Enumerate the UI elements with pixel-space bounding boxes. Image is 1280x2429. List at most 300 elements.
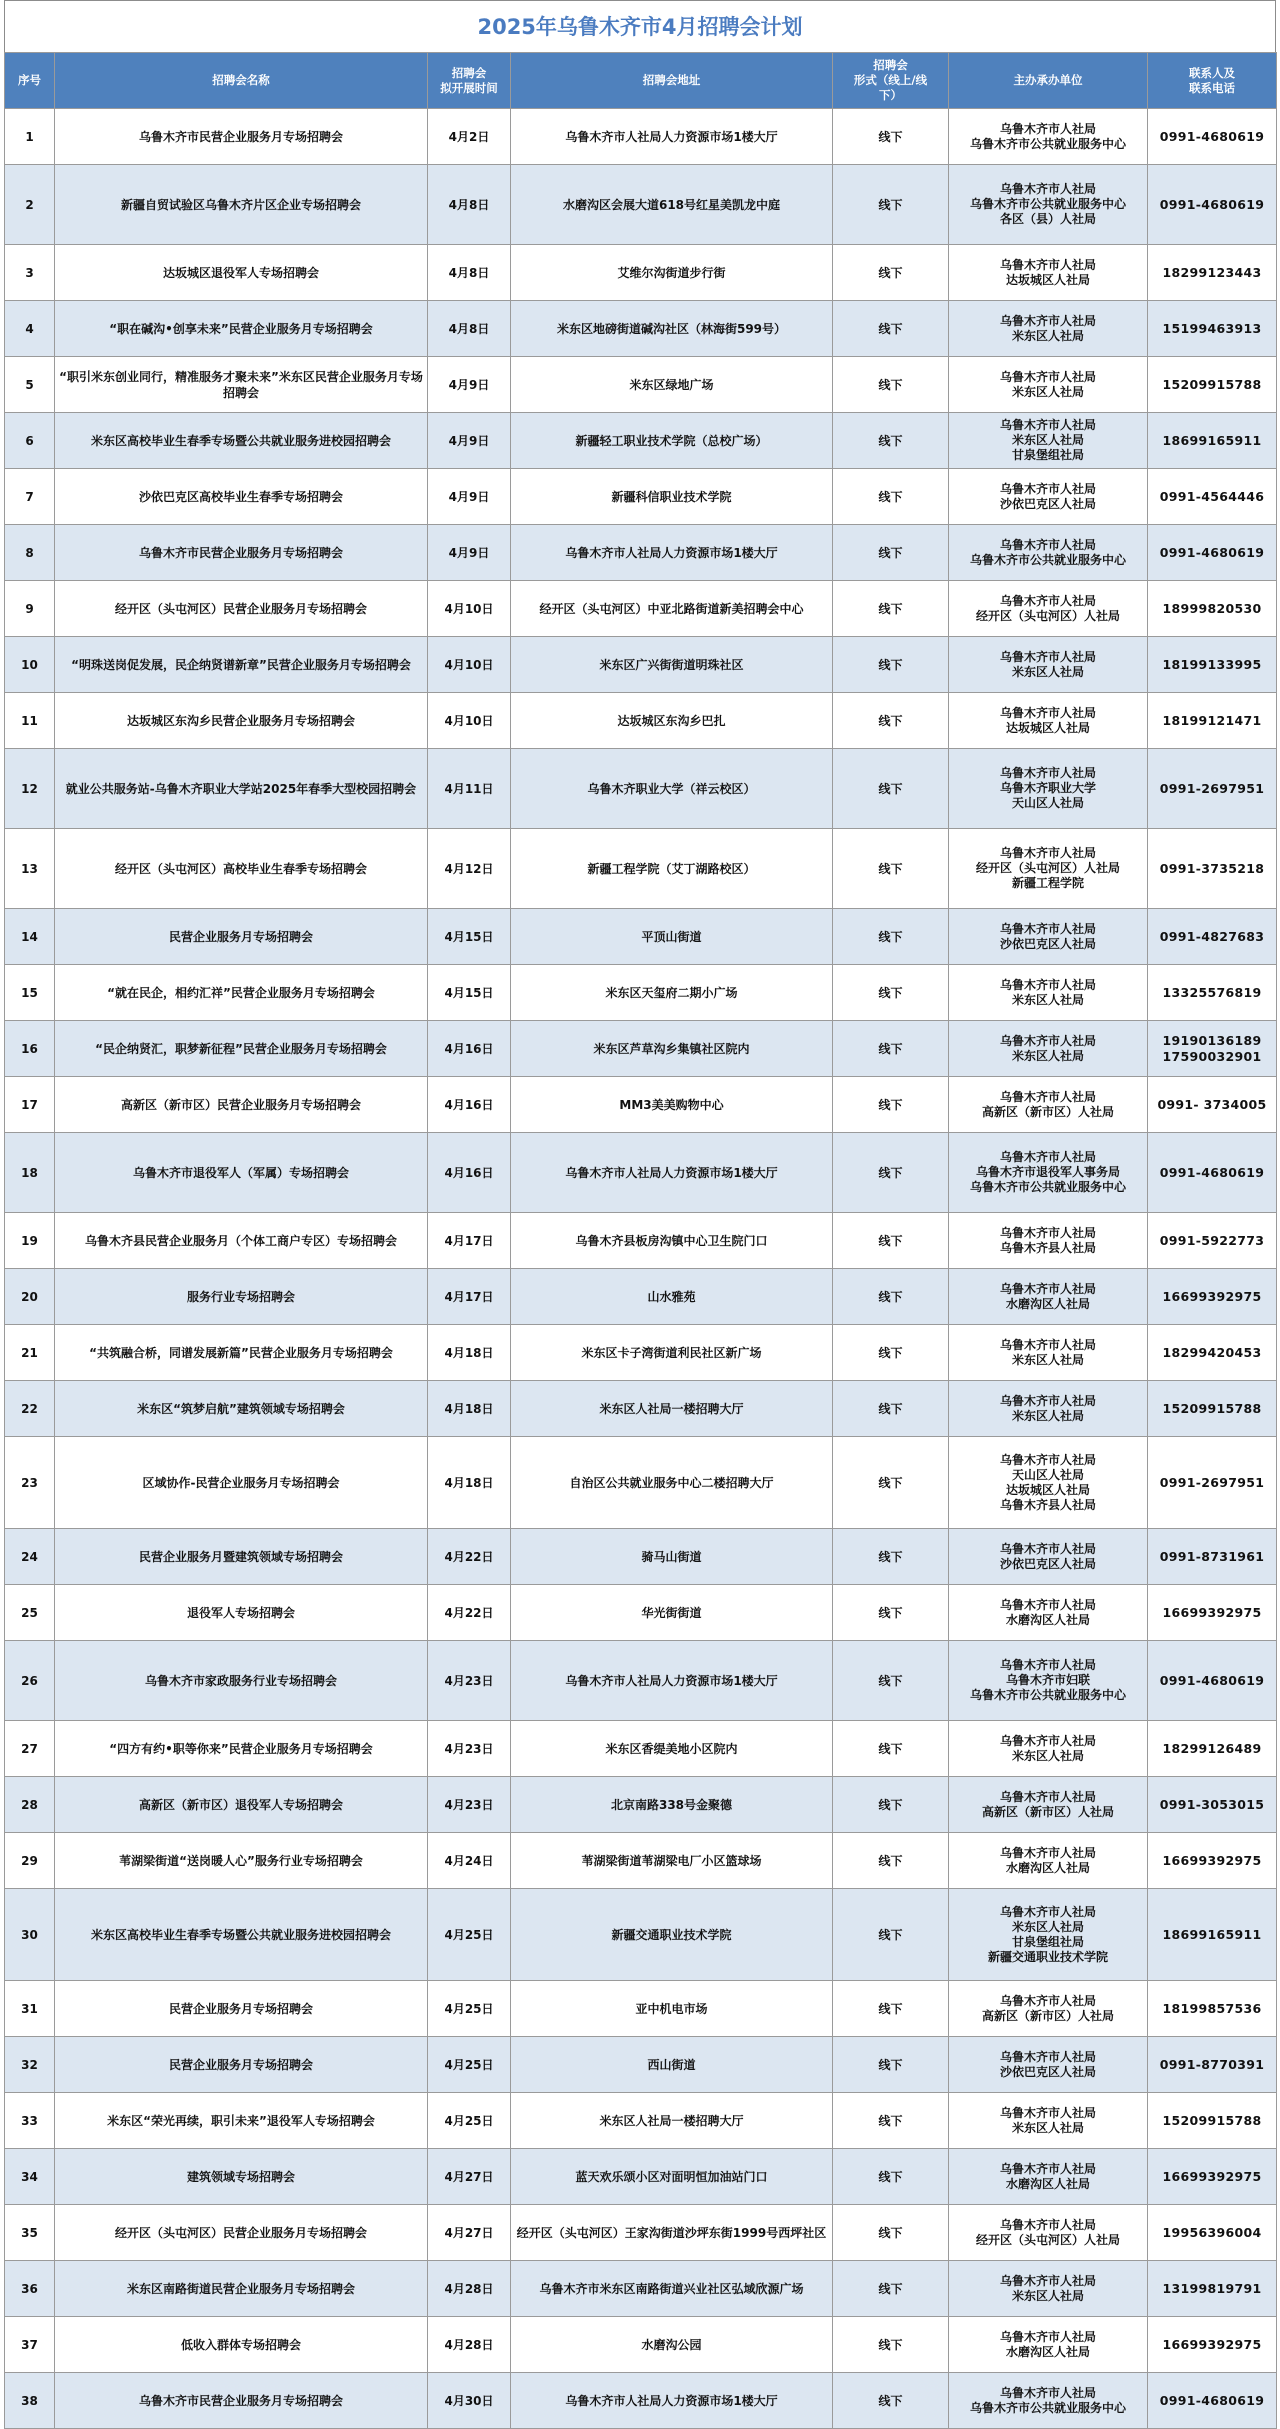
cell-mode: 线下 [833, 829, 949, 909]
table-row [5, 965, 1277, 1021]
col-header-date: 招聘会 拟开展时间 [428, 53, 511, 109]
table-body [5, 109, 1277, 2429]
table-row [5, 2093, 1277, 2149]
cell-name: 沙依巴克区高校毕业生春季专场招聘会 [55, 469, 428, 525]
cell-contact: 0991-4680619 [1148, 109, 1277, 165]
cell-organizer: 乌鲁木齐市人社局 米东区人社局 [949, 1721, 1148, 1777]
cell-organizer: 乌鲁木齐市人社局 米东区人社局 [949, 2093, 1148, 2149]
cell-no: 15 [5, 965, 55, 1021]
cell-contact: 0991-2697951 [1148, 1437, 1277, 1529]
cell-date: 4月8日 [428, 245, 511, 301]
cell-no: 38 [5, 2373, 55, 2429]
cell-name: 达坂城区东沟乡民营企业服务月专场招聘会 [55, 693, 428, 749]
cell-no: 27 [5, 1721, 55, 1777]
cell-date: 4月22日 [428, 1585, 511, 1641]
cell-date: 4月10日 [428, 637, 511, 693]
table-row [5, 109, 1277, 165]
cell-mode: 线下 [833, 1325, 949, 1381]
cell-organizer: 乌鲁木齐市人社局 沙依巴克区人社局 [949, 469, 1148, 525]
cell-name: “民企纳贤汇，职梦新征程”民营企业服务月专场招聘会 [55, 1021, 428, 1077]
cell-name: 乌鲁木齐市民营企业服务月专场招聘会 [55, 2373, 428, 2429]
cell-organizer: 乌鲁木齐市人社局 沙依巴克区人社局 [949, 1529, 1148, 1585]
cell-no: 33 [5, 2093, 55, 2149]
cell-organizer: 乌鲁木齐市人社局 米东区人社局 [949, 1381, 1148, 1437]
cell-name: 米东区南路街道民营企业服务月专场招聘会 [55, 2261, 428, 2317]
cell-contact: 16699392975 [1148, 2149, 1277, 2205]
cell-address: 山水雅苑 [511, 1269, 833, 1325]
cell-organizer: 乌鲁木齐市人社局 高新区（新市区）人社局 [949, 1777, 1148, 1833]
cell-address: 艾维尔沟街道步行街 [511, 245, 833, 301]
table-row [5, 525, 1277, 581]
cell-date: 4月30日 [428, 2373, 511, 2429]
cell-organizer: 乌鲁木齐市人社局 乌鲁木齐市退役军人事务局 乌鲁木齐市公共就业服务中心 [949, 1133, 1148, 1213]
cell-mode: 线下 [833, 1437, 949, 1529]
cell-address: 新疆工程学院（艾丁湖路校区） [511, 829, 833, 909]
cell-contact: 0991-4680619 [1148, 1641, 1277, 1721]
table-row [5, 357, 1277, 413]
cell-organizer: 乌鲁木齐市人社局 高新区（新市区）人社局 [949, 1077, 1148, 1133]
cell-organizer: 乌鲁木齐市人社局 水磨沟区人社局 [949, 1269, 1148, 1325]
table-row [5, 1381, 1277, 1437]
table-row [5, 2037, 1277, 2093]
col-header-mode: 招聘会 形式（线上/线 下） [833, 53, 949, 109]
cell-no: 10 [5, 637, 55, 693]
cell-organizer: 乌鲁木齐市人社局 经开区（头屯河区）人社局 [949, 581, 1148, 637]
cell-address: 北京南路338号金聚德 [511, 1777, 833, 1833]
cell-date: 4月12日 [428, 829, 511, 909]
cell-contact: 0991-2697951 [1148, 749, 1277, 829]
table-row [5, 693, 1277, 749]
cell-mode: 线下 [833, 749, 949, 829]
cell-date: 4月10日 [428, 693, 511, 749]
cell-address: 乌鲁木齐县板房沟镇中心卫生院门口 [511, 1213, 833, 1269]
cell-no: 20 [5, 1269, 55, 1325]
cell-name: “共筑融合桥，同谱发展新篇”民营企业服务月专场招聘会 [55, 1325, 428, 1381]
cell-address: 乌鲁木齐市米东区南路街道兴业社区弘域欣源广场 [511, 2261, 833, 2317]
cell-contact: 16699392975 [1148, 2317, 1277, 2373]
cell-contact: 0991-4680619 [1148, 2373, 1277, 2429]
cell-organizer: 乌鲁木齐市人社局 米东区人社局 [949, 1325, 1148, 1381]
cell-organizer: 乌鲁木齐市人社局 乌鲁木齐市妇联 乌鲁木齐市公共就业服务中心 [949, 1641, 1148, 1721]
cell-date: 4月18日 [428, 1325, 511, 1381]
cell-date: 4月17日 [428, 1269, 511, 1325]
cell-contact: 15209915788 [1148, 357, 1277, 413]
cell-date: 4月11日 [428, 749, 511, 829]
cell-organizer: 乌鲁木齐市人社局 水磨沟区人社局 [949, 1833, 1148, 1889]
cell-address: 苇湖梁街道苇湖梁电厂小区篮球场 [511, 1833, 833, 1889]
cell-mode: 线下 [833, 1021, 949, 1077]
cell-no: 16 [5, 1021, 55, 1077]
table-row [5, 1641, 1277, 1721]
cell-address: 米东区人社局一楼招聘大厅 [511, 2093, 833, 2149]
page-title: 2025年乌鲁木齐市4月招聘会计划 [4, 0, 1276, 52]
cell-mode: 线下 [833, 581, 949, 637]
cell-address: 米东区卡子湾街道利民社区新广场 [511, 1325, 833, 1381]
cell-date: 4月27日 [428, 2149, 511, 2205]
cell-contact: 18199133995 [1148, 637, 1277, 693]
cell-contact: 16699392975 [1148, 1833, 1277, 1889]
cell-date: 4月9日 [428, 525, 511, 581]
cell-name: 乌鲁木齐市退役军人（军属）专场招聘会 [55, 1133, 428, 1213]
cell-date: 4月16日 [428, 1077, 511, 1133]
cell-date: 4月23日 [428, 1777, 511, 1833]
table-row [5, 1889, 1277, 1981]
cell-address: 乌鲁木齐市人社局人力资源市场1楼大厅 [511, 109, 833, 165]
cell-address: MM3美美购物中心 [511, 1077, 833, 1133]
cell-name: 低收入群体专场招聘会 [55, 2317, 428, 2373]
cell-name: 苇湖梁街道“送岗暖人心”服务行业专场招聘会 [55, 1833, 428, 1889]
cell-organizer: 乌鲁木齐市人社局 水磨沟区人社局 [949, 2317, 1148, 2373]
cell-organizer: 乌鲁木齐市人社局 米东区人社局 [949, 2261, 1148, 2317]
cell-no: 36 [5, 2261, 55, 2317]
cell-mode: 线下 [833, 1529, 949, 1585]
cell-no: 30 [5, 1889, 55, 1981]
job-fair-table [4, 52, 1277, 2429]
table-row [5, 1269, 1277, 1325]
cell-address: 乌鲁木齐市人社局人力资源市场1楼大厅 [511, 525, 833, 581]
cell-mode: 线下 [833, 1833, 949, 1889]
table-row [5, 2261, 1277, 2317]
cell-organizer: 乌鲁木齐市人社局 达坂城区人社局 [949, 693, 1148, 749]
cell-contact: 18699165911 [1148, 413, 1277, 469]
cell-mode: 线下 [833, 1077, 949, 1133]
cell-contact: 0991-4680619 [1148, 1133, 1277, 1213]
cell-mode: 线下 [833, 2205, 949, 2261]
cell-contact: 0991-8731961 [1148, 1529, 1277, 1585]
table-row [5, 1777, 1277, 1833]
cell-no: 8 [5, 525, 55, 581]
table-row [5, 1529, 1277, 1585]
cell-date: 4月18日 [428, 1437, 511, 1529]
table-row [5, 1077, 1277, 1133]
cell-mode: 线下 [833, 965, 949, 1021]
cell-date: 4月8日 [428, 301, 511, 357]
cell-address: 米东区香缇美地小区院内 [511, 1721, 833, 1777]
cell-name: 民营企业服务月专场招聘会 [55, 1981, 428, 2037]
col-header-address: 招聘会地址 [511, 53, 833, 109]
cell-no: 35 [5, 2205, 55, 2261]
cell-name: 达坂城区退役军人专场招聘会 [55, 245, 428, 301]
cell-address: 米东区地磅街道碱沟社区（林海街599号） [511, 301, 833, 357]
cell-address: 水磨沟公园 [511, 2317, 833, 2373]
cell-contact: 18999820530 [1148, 581, 1277, 637]
cell-organizer: 乌鲁木齐市人社局 水磨沟区人社局 [949, 2149, 1148, 2205]
cell-organizer: 乌鲁木齐市人社局 米东区人社局 [949, 637, 1148, 693]
cell-address: 米东区天玺府二期小广场 [511, 965, 833, 1021]
cell-no: 12 [5, 749, 55, 829]
cell-name: 建筑领域专场招聘会 [55, 2149, 428, 2205]
cell-name: 乌鲁木齐市民营企业服务月专场招聘会 [55, 109, 428, 165]
cell-organizer: 乌鲁木齐市人社局 天山区人社局 达坂城区人社局 乌鲁木齐县人社局 [949, 1437, 1148, 1529]
table-row [5, 245, 1277, 301]
cell-mode: 线下 [833, 413, 949, 469]
cell-name: 经开区（头屯河区）民营企业服务月专场招聘会 [55, 581, 428, 637]
cell-name: 民营企业服务月专场招聘会 [55, 909, 428, 965]
cell-date: 4月27日 [428, 2205, 511, 2261]
cell-date: 4月16日 [428, 1133, 511, 1213]
cell-contact: 13199819791 [1148, 2261, 1277, 2317]
cell-name: 退役军人专场招聘会 [55, 1585, 428, 1641]
cell-mode: 线下 [833, 1269, 949, 1325]
cell-contact: 18199857536 [1148, 1981, 1277, 2037]
cell-mode: 线下 [833, 1381, 949, 1437]
cell-date: 4月24日 [428, 1833, 511, 1889]
cell-address: 乌鲁木齐市人社局人力资源市场1楼大厅 [511, 1133, 833, 1213]
cell-no: 6 [5, 413, 55, 469]
cell-address: 平顶山街道 [511, 909, 833, 965]
cell-date: 4月22日 [428, 1529, 511, 1585]
cell-name: 米东区高校毕业生春季专场暨公共就业服务进校园招聘会 [55, 1889, 428, 1981]
cell-name: 乌鲁木齐市家政服务行业专场招聘会 [55, 1641, 428, 1721]
cell-organizer: 乌鲁木齐市人社局 乌鲁木齐市公共就业服务中心 [949, 525, 1148, 581]
cell-mode: 线下 [833, 109, 949, 165]
cell-address: 米东区绿地广场 [511, 357, 833, 413]
table-row [5, 413, 1277, 469]
cell-name: 高新区（新市区）退役军人专场招聘会 [55, 1777, 428, 1833]
table-row [5, 165, 1277, 245]
cell-organizer: 乌鲁木齐市人社局 高新区（新市区）人社局 [949, 1981, 1148, 2037]
cell-no: 19 [5, 1213, 55, 1269]
cell-organizer: 乌鲁木齐市人社局 水磨沟区人社局 [949, 1585, 1148, 1641]
cell-name: 经开区（头屯河区）高校毕业生春季专场招聘会 [55, 829, 428, 909]
cell-no: 7 [5, 469, 55, 525]
cell-mode: 线下 [833, 2317, 949, 2373]
cell-contact: 19956396004 [1148, 2205, 1277, 2261]
cell-no: 21 [5, 1325, 55, 1381]
cell-address: 乌鲁木齐职业大学（祥云校区） [511, 749, 833, 829]
cell-organizer: 乌鲁木齐市人社局 米东区人社局 甘泉堡组社局 新疆交通职业技术学院 [949, 1889, 1148, 1981]
table-row [5, 1585, 1277, 1641]
cell-organizer: 乌鲁木齐市人社局 达坂城区人社局 [949, 245, 1148, 301]
cell-organizer: 乌鲁木齐市人社局 经开区（头屯河区）人社局 [949, 2205, 1148, 2261]
cell-date: 4月17日 [428, 1213, 511, 1269]
cell-mode: 线下 [833, 2373, 949, 2429]
cell-contact: 18199121471 [1148, 693, 1277, 749]
cell-address: 新疆交通职业技术学院 [511, 1889, 833, 1981]
cell-name: “职引米东创业同行，精准服务才聚未来”米东区民营企业服务月专场招聘会 [55, 357, 428, 413]
cell-no: 28 [5, 1777, 55, 1833]
cell-address: 经开区（头屯河区）中亚北路街道新美招聘会中心 [511, 581, 833, 637]
table-row [5, 1021, 1277, 1077]
cell-mode: 线下 [833, 909, 949, 965]
cell-address: 自治区公共就业服务中心二楼招聘大厅 [511, 1437, 833, 1529]
cell-no: 23 [5, 1437, 55, 1529]
cell-contact: 16699392975 [1148, 1269, 1277, 1325]
cell-mode: 线下 [833, 357, 949, 413]
cell-no: 37 [5, 2317, 55, 2373]
table-row [5, 1133, 1277, 1213]
cell-name: 米东区“荣光再续，职引未来”退役军人专场招聘会 [55, 2093, 428, 2149]
cell-name: 经开区（头屯河区）民营企业服务月专场招聘会 [55, 2205, 428, 2261]
cell-address: 经开区（头屯河区）王家沟街道沙坪东街1999号西坪社区 [511, 2205, 833, 2261]
cell-name: 就业公共服务站-乌鲁木齐职业大学站2025年春季大型校园招聘会 [55, 749, 428, 829]
cell-date: 4月10日 [428, 581, 511, 637]
cell-no: 26 [5, 1641, 55, 1721]
col-header-no: 序号 [5, 53, 55, 109]
cell-no: 13 [5, 829, 55, 909]
cell-no: 9 [5, 581, 55, 637]
cell-no: 5 [5, 357, 55, 413]
cell-contact: 15209915788 [1148, 1381, 1277, 1437]
cell-address: 骑马山街道 [511, 1529, 833, 1585]
cell-address: 华光街街道 [511, 1585, 833, 1641]
table-row [5, 1721, 1277, 1777]
cell-contact: 0991- 3734005 [1148, 1077, 1277, 1133]
cell-no: 11 [5, 693, 55, 749]
cell-date: 4月25日 [428, 2093, 511, 2149]
cell-address: 水磨沟区会展大道618号红星美凯龙中庭 [511, 165, 833, 245]
cell-name: “四方有约•职等你来”民营企业服务月专场招聘会 [55, 1721, 428, 1777]
table-row [5, 749, 1277, 829]
cell-contact: 0991-3735218 [1148, 829, 1277, 909]
cell-name: 区域协作-民营企业服务月专场招聘会 [55, 1437, 428, 1529]
cell-contact: 13325576819 [1148, 965, 1277, 1021]
cell-no: 25 [5, 1585, 55, 1641]
cell-organizer: 乌鲁木齐市人社局 米东区人社局 [949, 301, 1148, 357]
col-header-contact: 联系人及 联系电话 [1148, 53, 1277, 109]
cell-contact: 0991-4827683 [1148, 909, 1277, 965]
cell-name: 乌鲁木齐市民营企业服务月专场招聘会 [55, 525, 428, 581]
cell-no: 14 [5, 909, 55, 965]
cell-no: 22 [5, 1381, 55, 1437]
table-row [5, 829, 1277, 909]
cell-name: 服务行业专场招聘会 [55, 1269, 428, 1325]
cell-date: 4月8日 [428, 165, 511, 245]
cell-organizer: 乌鲁木齐市人社局 沙依巴克区人社局 [949, 2037, 1148, 2093]
cell-no: 24 [5, 1529, 55, 1585]
cell-organizer: 乌鲁木齐市人社局 乌鲁木齐市公共就业服务中心 各区（县）人社局 [949, 165, 1148, 245]
cell-address: 乌鲁木齐市人社局人力资源市场1楼大厅 [511, 1641, 833, 1721]
cell-organizer: 乌鲁木齐市人社局 米东区人社局 [949, 357, 1148, 413]
cell-contact: 0991-5922773 [1148, 1213, 1277, 1269]
cell-date: 4月25日 [428, 1889, 511, 1981]
cell-name: 米东区高校毕业生春季专场暨公共就业服务进校园招聘会 [55, 413, 428, 469]
cell-date: 4月25日 [428, 2037, 511, 2093]
cell-mode: 线下 [833, 693, 949, 749]
table-row [5, 1833, 1277, 1889]
cell-contact: 16699392975 [1148, 1585, 1277, 1641]
table-row [5, 469, 1277, 525]
cell-organizer: 乌鲁木齐市人社局 乌鲁木齐市公共就业服务中心 [949, 109, 1148, 165]
cell-organizer: 乌鲁木齐市人社局 乌鲁木齐市公共就业服务中心 [949, 2373, 1148, 2429]
cell-mode: 线下 [833, 245, 949, 301]
table-row [5, 1437, 1277, 1529]
cell-organizer: 乌鲁木齐市人社局 米东区人社局 甘泉堡组社局 [949, 413, 1148, 469]
table-row [5, 1213, 1277, 1269]
cell-no: 3 [5, 245, 55, 301]
cell-no: 34 [5, 2149, 55, 2205]
table-row [5, 1981, 1277, 2037]
cell-contact: 0991-4564446 [1148, 469, 1277, 525]
cell-mode: 线下 [833, 2149, 949, 2205]
cell-name: “职在碱沟•创享未来”民营企业服务月专场招聘会 [55, 301, 428, 357]
cell-date: 4月28日 [428, 2317, 511, 2373]
cell-contact: 18299126489 [1148, 1721, 1277, 1777]
cell-mode: 线下 [833, 1585, 949, 1641]
cell-date: 4月23日 [428, 1641, 511, 1721]
cell-address: 西山街道 [511, 2037, 833, 2093]
table-row [5, 2149, 1277, 2205]
cell-mode: 线下 [833, 1777, 949, 1833]
table-row [5, 2373, 1277, 2429]
cell-address: 新疆轻工职业技术学院（总校广场） [511, 413, 833, 469]
cell-date: 4月9日 [428, 469, 511, 525]
cell-mode: 线下 [833, 2261, 949, 2317]
cell-date: 4月28日 [428, 2261, 511, 2317]
cell-date: 4月16日 [428, 1021, 511, 1077]
cell-mode: 线下 [833, 2037, 949, 2093]
cell-organizer: 乌鲁木齐市人社局 乌鲁木齐职业大学 天山区人社局 [949, 749, 1148, 829]
cell-no: 2 [5, 165, 55, 245]
cell-contact: 18299123443 [1148, 245, 1277, 301]
cell-name: “就在民企，相约汇祥”民营企业服务月专场招聘会 [55, 965, 428, 1021]
cell-organizer: 乌鲁木齐市人社局 米东区人社局 [949, 965, 1148, 1021]
cell-organizer: 乌鲁木齐市人社局 经开区（头屯河区）人社局 新疆工程学院 [949, 829, 1148, 909]
cell-no: 29 [5, 1833, 55, 1889]
cell-mode: 线下 [833, 1641, 949, 1721]
cell-date: 4月23日 [428, 1721, 511, 1777]
cell-address: 亚中机电市场 [511, 1981, 833, 2037]
cell-contact: 19190136189 17590032901 [1148, 1021, 1277, 1077]
cell-mode: 线下 [833, 2093, 949, 2149]
cell-no: 1 [5, 109, 55, 165]
cell-no: 32 [5, 2037, 55, 2093]
cell-no: 4 [5, 301, 55, 357]
cell-contact: 15199463913 [1148, 301, 1277, 357]
cell-contact: 0991-4680619 [1148, 165, 1277, 245]
cell-contact: 0991-4680619 [1148, 525, 1277, 581]
cell-address: 达坂城区东沟乡巴扎 [511, 693, 833, 749]
cell-mode: 线下 [833, 637, 949, 693]
cell-no: 18 [5, 1133, 55, 1213]
table-row [5, 1325, 1277, 1381]
cell-name: “明珠送岗促发展，民企纳贤谱新章”民营企业服务月专场招聘会 [55, 637, 428, 693]
cell-contact: 0991-8770391 [1148, 2037, 1277, 2093]
cell-organizer: 乌鲁木齐市人社局 沙依巴克区人社局 [949, 909, 1148, 965]
cell-date: 4月25日 [428, 1981, 511, 2037]
col-header-name: 招聘会名称 [55, 53, 428, 109]
cell-mode: 线下 [833, 1133, 949, 1213]
table-row [5, 2317, 1277, 2373]
cell-mode: 线下 [833, 301, 949, 357]
cell-name: 民营企业服务月暨建筑领域专场招聘会 [55, 1529, 428, 1585]
cell-address: 米东区广兴街街道明珠社区 [511, 637, 833, 693]
cell-date: 4月15日 [428, 909, 511, 965]
cell-mode: 线下 [833, 1721, 949, 1777]
cell-mode: 线下 [833, 1981, 949, 2037]
cell-mode: 线下 [833, 469, 949, 525]
cell-address: 米东区人社局一楼招聘大厅 [511, 1381, 833, 1437]
cell-mode: 线下 [833, 525, 949, 581]
cell-no: 17 [5, 1077, 55, 1133]
header-row [5, 53, 1277, 109]
cell-mode: 线下 [833, 165, 949, 245]
table-row [5, 909, 1277, 965]
cell-contact: 0991-3053015 [1148, 1777, 1277, 1833]
cell-address: 乌鲁木齐市人社局人力资源市场1楼大厅 [511, 2373, 833, 2429]
cell-date: 4月9日 [428, 357, 511, 413]
cell-name: 乌鲁木齐县民营企业服务月（个体工商户专区）专场招聘会 [55, 1213, 428, 1269]
cell-contact: 15209915788 [1148, 2093, 1277, 2149]
cell-organizer: 乌鲁木齐市人社局 米东区人社局 [949, 1021, 1148, 1077]
cell-date: 4月9日 [428, 413, 511, 469]
cell-address: 米东区芦草沟乡集镇社区院内 [511, 1021, 833, 1077]
cell-name: 米东区“筑梦启航”建筑领域专场招聘会 [55, 1381, 428, 1437]
cell-no: 31 [5, 1981, 55, 2037]
table-row [5, 301, 1277, 357]
cell-date: 4月15日 [428, 965, 511, 1021]
cell-address: 新疆科信职业技术学院 [511, 469, 833, 525]
